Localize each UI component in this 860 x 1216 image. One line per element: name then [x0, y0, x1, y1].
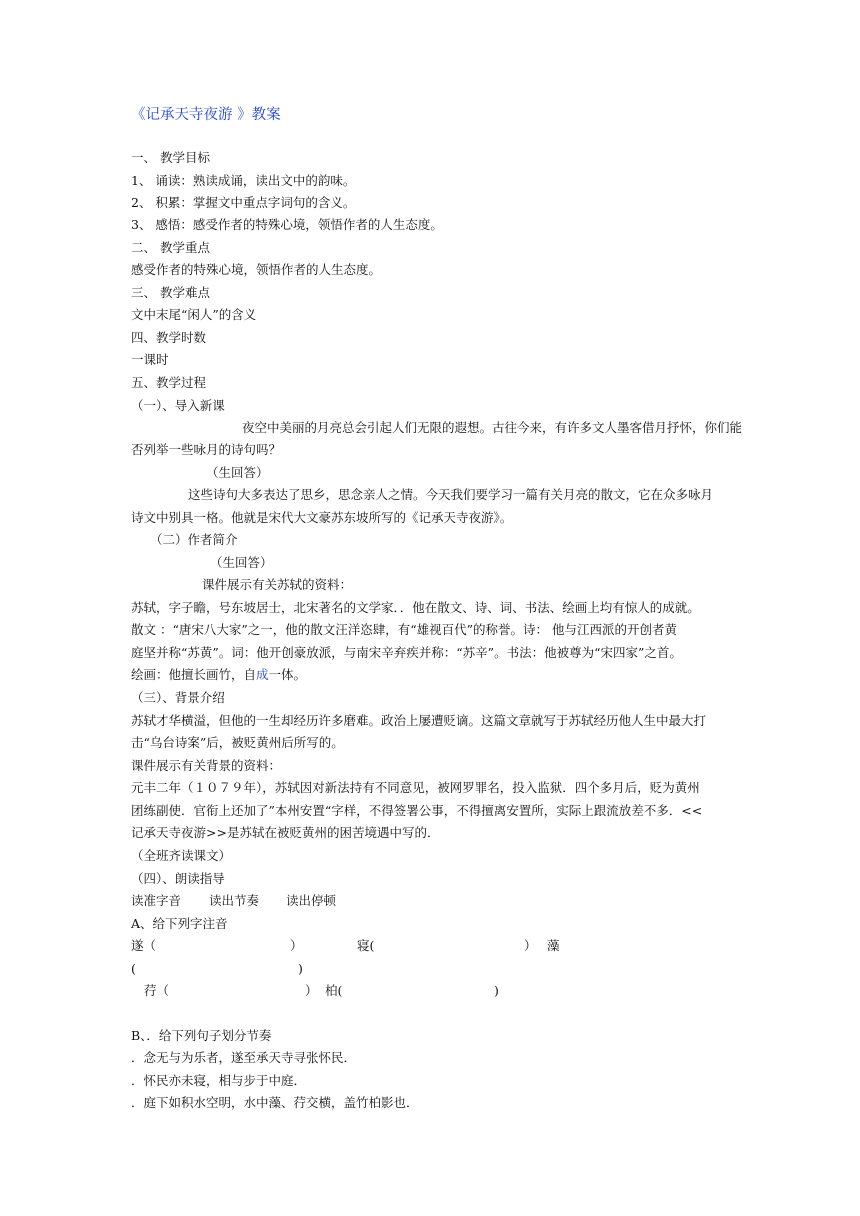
paren-close: ）: [524, 938, 537, 953]
subsection-heading: （二）作者简介: [150, 532, 238, 547]
highlighted-char: 成: [256, 667, 269, 682]
char-xing: 荇（: [144, 983, 170, 998]
paren-open: (: [131, 961, 136, 976]
reading-tip: 读出节奏: [209, 893, 260, 908]
exercise-heading: A、给下列字注音: [131, 916, 228, 931]
char-zao: 藻: [547, 938, 560, 953]
section-heading-focus: 二、 教学重点: [131, 240, 210, 255]
goal-item: 3、 感悟：感受作者的特殊心境，领悟作者的人生态度。: [131, 217, 443, 232]
paragraph-line: 击“乌台诗案”后，被贬黄州后所写的。: [131, 735, 344, 750]
rhythm-sentence: ．庭下如积水空明，水中藻、荇交横，盖竹柏影也．: [131, 1095, 419, 1110]
char-sui: 遂（: [131, 938, 157, 953]
paragraph-line: 苏轼才华横溢，但他的一生却经历许多磨难。政治上屡遭贬谪。这篇文章就写于苏轼经历他人生中最大打: [131, 713, 707, 728]
rhythm-sentence: ．念无与为乐者，遂至承天寺寻张怀民．: [131, 1050, 357, 1065]
subsection-heading: （三）、背景介绍: [131, 690, 225, 705]
reading-tip: 读准字音: [131, 893, 182, 908]
hours-text: 一课时: [131, 352, 169, 367]
paragraph-line: 这些诗句大多表达了思乡，思念亲人之情。今天我们要学习一篇有关月亮的散文，它在众多咏月: [188, 487, 714, 502]
goal-item: 2、 积累：掌握文中重点字词句的含义。: [131, 195, 356, 210]
section-heading-hours: 四、教学时数: [131, 330, 207, 345]
paragraph-line: 苏轼，字子瞻，号东坡居士，北宋著名的文学家．．他在散文、诗、词、书法、绘画上均有惊人的成就。: [131, 600, 700, 615]
section-heading-difficulty: 三、 教学难点: [131, 285, 210, 300]
subsection-heading: （一）、导入新课: [131, 398, 225, 413]
document-title: 《记承天寺夜游 》教案: [131, 107, 281, 123]
paren-close: ): [298, 961, 303, 976]
text-run: 一体。: [268, 667, 307, 682]
paragraph-line: [131, 667, 306, 683]
goal-item: 1、 诵读：熟读成诵，读出文中的韵味。: [131, 173, 356, 188]
subsection-heading: （四）、朗读指导: [131, 871, 225, 886]
text-run: 绘画：他擅长画竹，自: [131, 667, 257, 682]
focus-text: 感受作者的特殊心境，领悟作者的人生态度。: [131, 262, 382, 277]
paren-close: ）: [305, 983, 318, 998]
section-heading-process: 五、教学过程: [131, 375, 207, 390]
difficulty-text: 文中末尾“闲人”的含义: [131, 307, 257, 322]
paragraph-line: （全班齐读课文）: [131, 848, 232, 863]
paren-close: ): [494, 983, 499, 998]
paragraph-line: 记承天寺夜游>>是苏轼在被贬黄州的困苦境遇中写的．: [131, 825, 440, 840]
paragraph-line: 课件展示有关背景的资料：: [131, 758, 282, 773]
section-heading-goals: 一、 教学目标: [131, 150, 210, 165]
paren-close: ）: [290, 938, 303, 953]
char-qin: 寝(: [357, 938, 375, 953]
char-bai: 柏(: [325, 983, 343, 998]
student-answer-note: （生回答）: [206, 465, 269, 480]
paragraph-line: 否列举一些咏月的诗句吗？: [131, 442, 282, 457]
student-answer-note: （生回答）: [210, 555, 273, 570]
reading-tip: 读出停顿: [286, 893, 337, 908]
paragraph-line: 夜空中美丽的月亮总会引起人们无限的遐想。古往今来，有许多文人墨客借月抒怀，你们能: [242, 420, 743, 435]
paragraph-line: 课件展示有关苏轼的资料：: [202, 577, 353, 592]
paragraph-line: 元丰二年（１０７９年），苏轼因对新法持有不同意见，被网罗罪名，投入监狱．四个多月后，贬为黄州: [131, 780, 700, 795]
paragraph-line: 散文 ：“唐宋八大家”之一，他的散文汪洋恣肆，有“雄视百代”的称誉。诗： 他与江西派的开创者黄: [131, 622, 678, 637]
rhythm-sentence: ．怀民亦未寝，相与步于中庭．: [131, 1073, 307, 1088]
paragraph-line: 庭坚并称“苏黄”。词：他开创豪放派，与南宋辛弃疾并称：“苏辛”。书法：他被尊为“宋四家”之首。: [131, 645, 682, 660]
paragraph-line: 团练副使．官衔上还加了”本州安置“字样，不得签署公事，不得擅离安置所，实际上跟流放差不多．<<: [131, 803, 703, 818]
paragraph-line: 诗文中别具一格。他就是宋代大文豪苏东坡所写的《记承天寺夜游》。: [131, 510, 513, 525]
exercise-heading: B、．给下列句子划分节奏: [131, 1028, 272, 1043]
